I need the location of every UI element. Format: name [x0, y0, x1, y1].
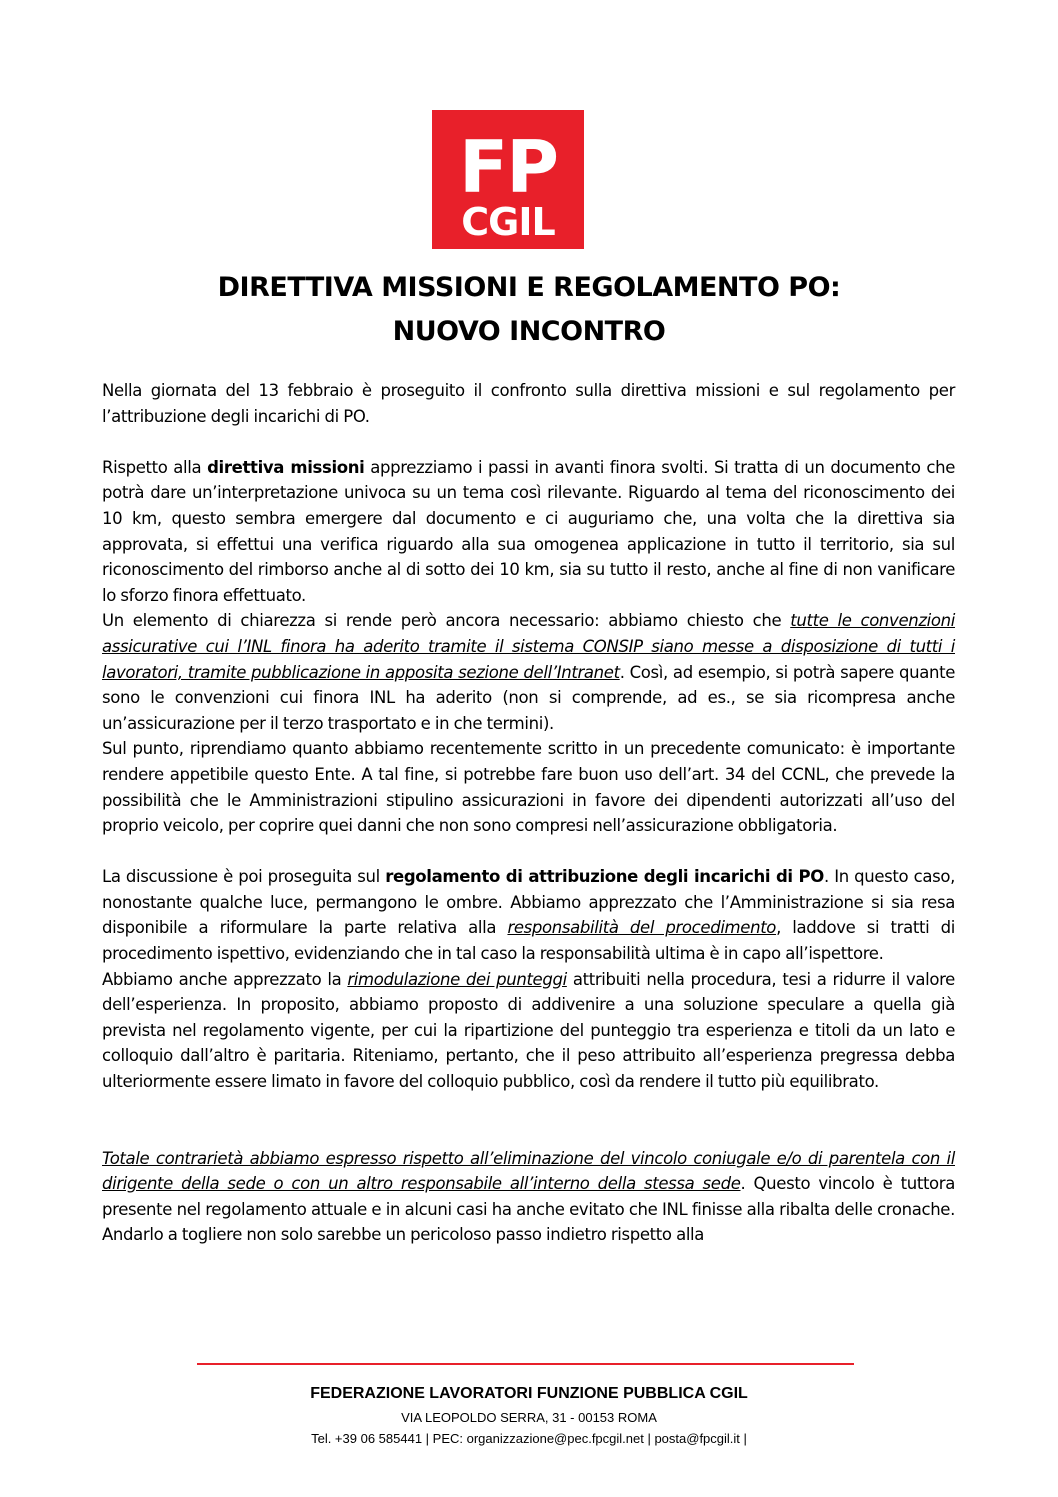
footer-address: VIA LEOPOLDO SERRA, 31 - 00153 ROMA	[401, 1410, 657, 1425]
fp-cgil-logo	[432, 110, 584, 249]
page-title-line-2: NUOVO INCONTRO	[392, 316, 666, 347]
paragraph-direttiva: Rispetto alla direttiva missioni apprezziamo i passi in avanti finora svolti. Si tratta di un documento che potrà dare un’interpretazione univoca su un tema così rilevante. Riguardo al tema del riconoscimento dei 10 km, questo sembra emergere dal documento e ci auguriamo che, una volta che la direttiva sia approvata, si effettui una verifica riguardo alla sua omogenea applicazione in tutto il territorio, sia sul riconoscimento del rimborso anche al di sotto dei 10 km, sia su tutto il resto, anche al fine di non vanificare lo sforzo finora effettuato.	[102, 457, 955, 605]
paragraph-intro: Nella giornata del 13 febbraio è proseguito il confronto sulla direttiva missioni e sul regolamento per l’attribuzione degli incarichi di PO.	[102, 381, 955, 426]
paragraph-vincolo: Totale contrarietà abbiamo espresso rispetto all’eliminazione del vincolo coniugale e/o di parentela con il dirigente della sede o con un altro responsabile all’interno della stessa sede. Questo vincolo è tuttora presente nel regolamento attuale e in alcuni casi ha anche evitato che INL finisse alla ribalta delle cronache. Andarlo a togliere non solo sarebbe un pericoloso passo indietro rispetto alla	[102, 1148, 955, 1245]
paragraph-ccnl: Sul punto, riprendiamo quanto abbiamo recentemente scritto in un precedente comunicato: è importante rendere appetibile questo Ente. A tal fine, si potrebbe fare buon uso dell’art. 34 del CCNL, che prevede la possibilità che le Amministrazioni stipulino assicurazioni in favore dei dipendenti autorizzati all’uso del proprio veicolo, per coprire quei danni che non sono compresi nell’assicurazione obbligatoria.	[102, 739, 955, 836]
emphasis-vincolo: Totale contrarietà abbiamo espresso rispetto all’eliminazione del vincolo coniugale e/o di parentela con il dirigente della sede o con un altro responsabile all’interno della stessa sede	[102, 1148, 955, 1194]
svg-text:FP: FP	[459, 125, 557, 209]
emphasis-regolamento: regolamento di attribuzione degli incarichi di PO	[385, 867, 824, 887]
emphasis-responsabilita: responsabilità del procedimento	[507, 918, 777, 938]
emphasis-convenzioni: tutte le convenzioni assicurative cui l’INL finora ha aderito tramite il sistema CONSIP siano messe a disposizione di tutti i lavoratori, tramite pubblicazione in apposita sezione dell’Intranet	[102, 611, 955, 682]
paragraph-regolamento: La discussione è poi proseguita sul regolamento di attribuzione degli incarichi di PO. In questo caso, nonostante qualche luce, permangono le ombre. Abbiamo apprezzato che l’Amministrazione si sia resa disponibile a riformulare la parte relativa alla responsabilità del procedimento, laddove si tratti di procedimento ispettivo, evidenziando che in tal caso la responsabilità ultima è in capo all’ispettore.	[102, 867, 955, 964]
footer-divider	[197, 1363, 854, 1365]
paragraph-punteggi: Abbiamo anche apprezzato la rimodulazione dei punteggi attribuiti nella procedura, tesi a ridurre il valore dell’esperienza. In proposito, abbiamo proposto di addivenire a una soluzione speculare a quella già prevista nel regolamento vigente, per cui la ripartizione del punteggio tra esperienza e titoli da un lato e colloquio dall’altro è paritaria. Riteniamo, pertanto, che il peso attribuito all’esperienza pregressa debba ulteriormente essere limato in favore del colloquio pubblico, così da rendere il tutto più equilibrato.	[102, 969, 955, 1092]
page-title-line-1: DIRETTIVA MISSIONI E REGOLAMENTO PO:	[217, 272, 841, 303]
document-body	[102, 378, 955, 1248]
footer-contacts: Tel. +39 06 585441 | PEC: organizzazione@pec.fpcgil.net | posta@fpcgil.it |	[311, 1431, 747, 1446]
emphasis-punteggi: rimodulazione dei punteggi	[347, 969, 567, 989]
footer-organization: FEDERAZIONE LAVORATORI FUNZIONE PUBBLICA CGIL	[310, 1385, 748, 1402]
paragraph-convenzioni: Un elemento di chiarezza si rende però ancora necessario: abbiamo chiesto che tutte le convenzioni assicurative cui l’INL finora ha aderito tramite il sistema CONSIP siano messe a disposizione di tutti i lavoratori, tramite pubblicazione in apposita sezione dell’Intranet. Così, ad esempio, si potrà sapere quante sono le convenzioni cui finora INL ha aderito (non si comprende, ad es., se sia ricompresa anche un’assicurazione per il terzo trasportato e in che termini).	[102, 611, 955, 733]
logo-mark	[432, 110, 584, 249]
emphasis-direttiva-missioni: direttiva missioni	[207, 457, 365, 477]
svg-text:CGIL: CGIL	[461, 200, 555, 244]
